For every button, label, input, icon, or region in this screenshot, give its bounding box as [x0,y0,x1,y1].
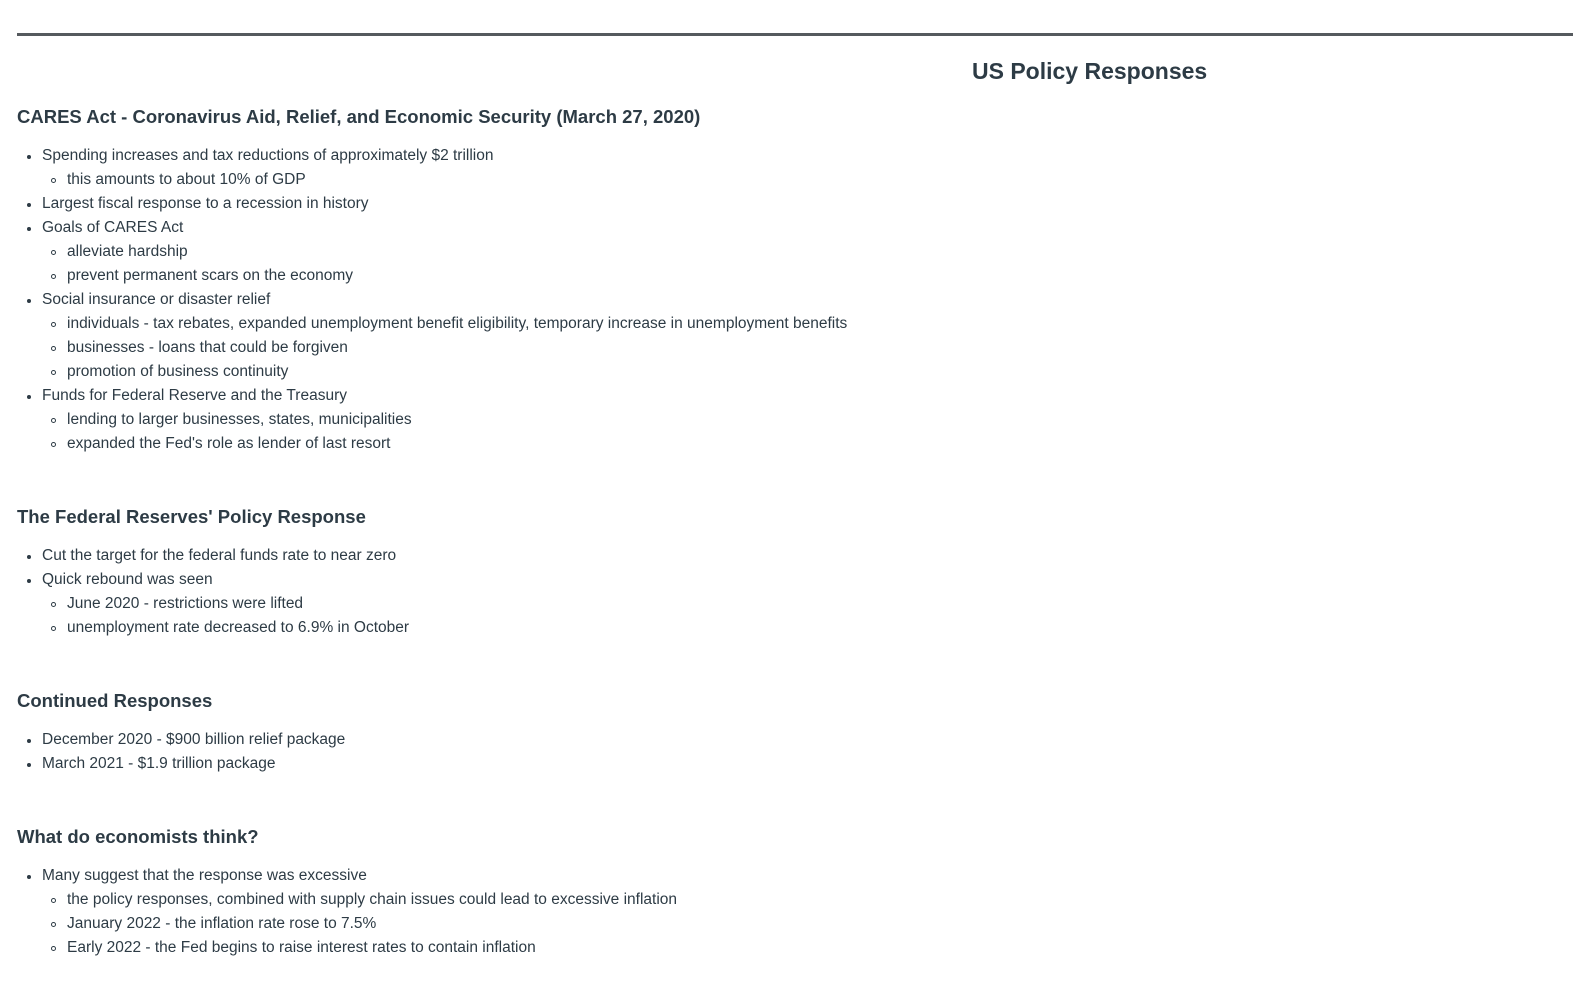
list-item [17,568,1117,640]
list-item [17,752,1117,776]
sub-list-item: alleviate hardship [42,240,1117,264]
bullet-list [17,544,1117,640]
sub-list-item: unemployment rate decreased to 6.9% in October [42,616,1117,640]
sub-list-item: businesses - loans that could be forgiven [42,336,1117,360]
sub-list [42,312,1117,384]
sub-list-item: this amounts to about 10% of GDP [42,168,1117,192]
top-divider [17,33,1573,36]
sub-list-item: individuals - tax rebates, expanded unemployment benefit eligibility, temporary increase in unemployment benefits [42,312,1117,336]
section-cares-act [17,104,1117,456]
bullet-list [17,864,1117,960]
sub-list [42,240,1117,288]
list-item [17,544,1117,568]
list-item [17,144,1117,192]
section-heading: The Federal Reserves' Policy Response [17,506,366,527]
list-item [17,216,1117,288]
sub-list-item: January 2022 - the inflation rate rose to 7.5% [42,912,1117,936]
bullet-list [17,144,1117,456]
list-item-text: Funds for Federal Reserve and the Treasury [42,387,347,404]
bullet-list [17,728,1117,776]
list-item-text: Cut the target for the federal funds rate to near zero [42,547,397,564]
page-content [17,104,1117,960]
list-item-text: Spending increases and tax reductions of approximately $2 trillion [42,147,494,164]
section-heading: What do economists think? [17,826,259,847]
page-title: US Policy Responses [972,58,1208,84]
sub-list-item: prevent permanent scars on the economy [42,264,1117,288]
sub-list [42,408,1117,456]
sub-list-item: June 2020 - restrictions were lifted [42,592,1117,616]
list-item-text: Quick rebound was seen [42,571,213,588]
sub-list [42,168,1117,192]
sub-list [42,888,1117,960]
sub-list-item: lending to larger businesses, states, municipalities [42,408,1117,432]
section-continued-responses [17,688,1117,776]
sub-list-item: Early 2022 - the Fed begins to raise interest rates to contain inflation [42,936,1117,960]
list-item-text: December 2020 - $900 billion relief package [42,731,346,748]
section-heading: CARES Act - Coronavirus Aid, Relief, and Economic Security (March 27, 2020) [17,106,701,127]
sub-list-item: expanded the Fed's role as lender of last resort [42,432,1117,456]
sub-list [42,592,1117,640]
section-heading: Continued Responses [17,690,213,711]
list-item-text: Social insurance or disaster relief [42,291,271,308]
list-item-text: Many suggest that the response was excessive [42,867,367,884]
list-item [17,864,1117,960]
section-economists [17,824,1117,960]
list-item-text: March 2021 - $1.9 trillion package [42,755,276,772]
list-item [17,384,1117,456]
section-federal-reserve [17,504,1117,640]
list-item [17,192,1117,216]
list-item [17,288,1117,384]
sub-list-item: the policy responses, combined with supply chain issues could lead to excessive inflation [42,888,1117,912]
list-item [17,728,1117,752]
list-item-text: Largest fiscal response to a recession in history [42,195,369,212]
sub-list-item: promotion of business continuity [42,360,1117,384]
list-item-text: Goals of CARES Act [42,219,184,236]
